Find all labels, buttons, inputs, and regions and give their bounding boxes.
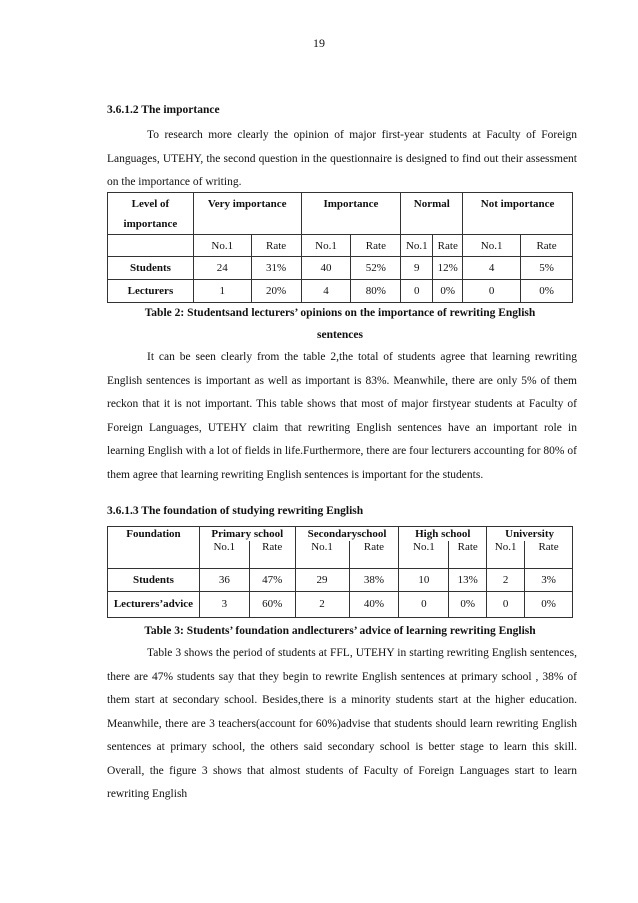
- table-cell: 12%: [433, 257, 463, 280]
- conclusion-paragraph: Table 3 shows the period of students at FFL, UTEHY in starting rewriting English sentences, there are 47% students say that they begin to rewrite English sentences at primary school , 38% of them start at secondary school. Besides,there is a minority students start at the higher education. Meanwhile, there are 3 teachers(account for 60%)advise that students should learn rewriting English sentences at primary school, the others said secondary school is better stage to learn this skill. Overall, the figure 3 shows that almost students of Faculty of Foreign Languages start to learn rewriting English: [107, 647, 577, 800]
- table-cell: 13%: [449, 568, 487, 591]
- table-cell: 0: [399, 591, 449, 617]
- very-importance-header: Very importance: [193, 193, 301, 235]
- table-2: [107, 192, 573, 303]
- subheader-cell: Rate: [433, 235, 463, 257]
- table-cell: 4: [301, 280, 351, 303]
- table-cell: 0%: [433, 280, 463, 303]
- importance-header: Importance: [301, 193, 401, 235]
- table-cell: 24: [193, 257, 251, 280]
- primary-school-header: Primary school: [199, 527, 295, 542]
- table-cell: 47%: [249, 568, 295, 591]
- subheader-cell: Rate: [449, 541, 487, 568]
- foundation-header: Foundation: [108, 527, 200, 569]
- row-label: Students: [108, 257, 194, 280]
- table-2-subheader-row: [108, 235, 573, 257]
- subheader-cell: No.1: [301, 235, 351, 257]
- section-heading-importance: 3.6.1.2 The importance: [107, 104, 220, 116]
- table-cell: 0: [463, 280, 521, 303]
- university-header: University: [487, 527, 573, 542]
- subheader-cell: Rate: [249, 541, 295, 568]
- row-label: Lecturers’advice: [108, 591, 200, 617]
- page-number: 19: [313, 36, 325, 50]
- table-cell: 20%: [251, 280, 301, 303]
- table-cell: 0%: [449, 591, 487, 617]
- table-cell: 3%: [525, 568, 573, 591]
- table-cell: 1: [193, 280, 251, 303]
- subheader-cell: No.1: [295, 541, 349, 568]
- table-cell: 0: [401, 280, 433, 303]
- subheader-cell: Rate: [251, 235, 301, 257]
- table-row: [108, 568, 573, 591]
- table-2-caption: Table 2: Studentsand lecturers’ opinions on the importance of rewriting English sentences: [144, 307, 536, 341]
- table-row: [108, 591, 573, 617]
- subheader-cell: No.1: [401, 235, 433, 257]
- table-cell: 52%: [351, 257, 401, 280]
- normal-header: Normal: [401, 193, 463, 235]
- table-3-header-row: [108, 527, 573, 542]
- table-cell: 2: [487, 568, 525, 591]
- subheader-cell: No.1: [193, 235, 251, 257]
- table-3: [107, 526, 573, 618]
- table-cell: 40%: [349, 591, 399, 617]
- secondary-school-header: Secondaryschool: [295, 527, 399, 542]
- row-label: Lecturers: [108, 280, 194, 303]
- table-2-header-row: [108, 193, 573, 235]
- table-cell: 40: [301, 257, 351, 280]
- table-cell: 5%: [521, 257, 573, 280]
- subheader-cell: Rate: [525, 541, 573, 568]
- table-cell: 0%: [525, 591, 573, 617]
- table-cell: 80%: [351, 280, 401, 303]
- analysis-paragraph: It can be seen clearly from the table 2,the total of students agree that learning rewriting English sentences is important as well as important is 83%. Meanwhile, there are only 5% of them reckon that it is not important. This table shows that most of major firstyear students at Faculty of Foreign Languages, UTEHY claim that rewriting English sentences have an important role in learning English with a lot of fields in life.Furthermore, there are four lecturers accounting for 80% of them agree that learning rewriting English sentences is important for the students.: [107, 351, 577, 481]
- table-cell: 3: [199, 591, 249, 617]
- table-cell: 36: [199, 568, 249, 591]
- table-cell: 0%: [521, 280, 573, 303]
- subheader-cell: No.1: [399, 541, 449, 568]
- level-of-importance-header: Level of importance: [108, 193, 194, 235]
- table-cell: 38%: [349, 568, 399, 591]
- high-school-header: High school: [399, 527, 487, 542]
- table-cell: 2: [295, 591, 349, 617]
- table-cell: 9: [401, 257, 433, 280]
- table-cell: 31%: [251, 257, 301, 280]
- table-3-caption: Table 3: Students’ foundation andlecturers’ advice of learning rewriting English: [144, 625, 536, 637]
- not-importance-header: Not importance: [463, 193, 573, 235]
- blank-cell: [108, 235, 194, 257]
- table-cell: 29: [295, 568, 349, 591]
- table-cell: 4: [463, 257, 521, 280]
- table-row: [108, 280, 573, 303]
- table-cell: 60%: [249, 591, 295, 617]
- table-cell: 0: [487, 591, 525, 617]
- subheader-cell: No.1: [463, 235, 521, 257]
- subheader-cell: Rate: [521, 235, 573, 257]
- subheader-cell: No.1: [487, 541, 525, 568]
- subheader-cell: No.1: [199, 541, 249, 568]
- subheader-cell: Rate: [351, 235, 401, 257]
- section-heading-foundation: 3.6.1.3 The foundation of studying rewriting English: [107, 505, 364, 517]
- table-cell: 10: [399, 568, 449, 591]
- subheader-cell: Rate: [349, 541, 399, 568]
- row-label: Students: [108, 568, 200, 591]
- intro-paragraph: To research more clearly the opinion of major first-year students at Faculty of Foreign Languages, UTEHY, the second question in the questionnaire is designed to find out their assessment on the importance of writing.: [107, 129, 577, 188]
- table-row: [108, 257, 573, 280]
